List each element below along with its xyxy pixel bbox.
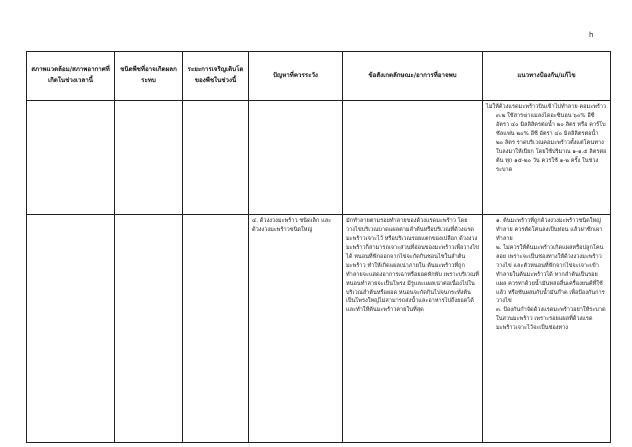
symptoms-text: มักทำลายตามรอยทำลายของด้วงแรดมะพร้าว โดยวางไข่บริเวณบาดแผลตามลำต้นหรือบริเวณที่ด้วงแรดมะพร้าวเจาะไว้ หรือบริเวณรอยแตกของเปลือก ด้วงงวงมะพร้าวก็สามารถเจาะส่วนที่อ่อนของมะพร้าวเพื่อวางไข่ได้ หนอนที่ฟักออกจากไข่จะกัดกินชอนไชในลำต้นมะพร้าว ทำให้เกิดแผลเน่าภายใน ต้นมะพร้าวที่ถูกทำลายจะแสดงอาการเฉาหรือยอดหักพับ เพราะบริเวณที่หนอนทำลายจะเป็นโพรง มีรูและแผลเน่าต่อเนื่องไปในบริเวณลำต้นหรือยอด หนอนจะกัดกินไปจนกระทั่งต้นเป็นโพรงใหญ่ไม่สามารถส่งน้ำและอาหารไปถึงยอดได้ และทำให้ต้นมะพร้าวตายในที่สุด	[346, 218, 479, 314]
table-row	[27, 215, 611, 443]
table-row	[27, 101, 611, 215]
header-problem: ปัญหาที่ควรระวัง	[249, 52, 343, 101]
header-crop-type: ชนิดพืชที่อาจเกิดผลกระทบ	[115, 52, 183, 101]
solution-line: ๒. ไม่ควรให้ต้นมะพร้าวเกิดแผลหรือปลูกโคนลอย เพราะจะเป็นช่องทางให้ด้วงงวงมะพร้าววางไข่ และตัวหนอนที่ฟักจากไข่จะเจาะเข้าทำลายในต้นมะพร้าวได้ หากลำต้นเป็นรอยแผล ควรทาด้วยน้ำมันหล่อลื่นเครื่องยนต์ที่ใช้แล้ว หรือชันผสมกับน้ำมันก๊าด เพื่อป้องกันการวางไข่	[496, 244, 605, 305]
row1-stage-cell	[183, 101, 249, 215]
header-symptoms: ข้อสังเกตลักษณะ/อาการที่อาจพบ	[343, 52, 483, 101]
row2-environment-cell	[27, 215, 115, 443]
solution-line: ๓.๒ ใช้สารฆ่าแมลงไดอะซินอน ๖๐% อีซี อัตรา ๔๐ มิลลิลิตรต่อน้ำ ๒๐ ลิตร หรือ คาร์โบซัลแฟน ๒๐% อีซี อัตรา ๔๐ มิลลิลิตรต่อน้ำ ๒๐ ลิตร ราดบริเวณคอมะพร้าวตั้งแต่โคนทางใบลงมาให้เปียก โดยใช้ปริมาณ ๑-๑.๕ ลิตรต่อต้น ทุก ๑๕-๒๐ วัน ควรใช้ ๑-๒ ครั้ง ในช่วงระบาด	[496, 112, 607, 173]
header-growth-stage: ระยะการเจริญเติบโตของพืชในช่วงนี้	[183, 52, 249, 101]
row2-crop-cell	[115, 215, 183, 443]
row2-solution-cell	[483, 215, 611, 443]
header-environment: สภาพแวดล้อม/สภาพอากาศที่เกิดในช่วงเวลานี้	[27, 52, 115, 101]
row1-environment-cell	[27, 101, 115, 215]
solution-line: ๓. ป้องกันกำจัดด้วงแรดมะพร้าวอย่าให้ระบาดในสวนมะพร้าว เพราะรอยแผลที่ด้วงแรดมะพร้าวเจาะไว้จะเป็นช่องทาง	[496, 307, 606, 332]
problem-text: ๔. ด้วงงวงมะพร้าว ชนิดเล็ก และด้วงงวงมะพร้าวชนิดใหญ่	[252, 218, 332, 233]
row2-problem-cell	[249, 215, 343, 443]
page-number: h	[589, 31, 594, 39]
row1-solution-cell	[483, 101, 611, 215]
row2-symptoms-cell	[343, 215, 483, 443]
solution-line: ๑. ต้นมะพร้าวที่ถูกด้วงงวงมะพร้าวชนิดใหญ่ทำลาย ควรตัดโค่นลงเป็นท่อน แล้วผ่าซีกเผาทำลาย	[496, 218, 603, 242]
crop-advisory-table	[26, 51, 611, 443]
row1-symptoms-cell	[343, 101, 483, 215]
row1-problem-cell	[249, 101, 343, 215]
row2-stage-cell	[183, 215, 249, 443]
header-solution: แนวทางป้องกัน/แก้ไข	[483, 52, 611, 101]
table-header-row	[27, 52, 611, 101]
row1-crop-cell	[115, 101, 183, 215]
solution-line: ไม่ให้ด้วงแรดมะพร้าวบินเข้าไปทำลาย คอมะพร้าว	[486, 104, 607, 110]
